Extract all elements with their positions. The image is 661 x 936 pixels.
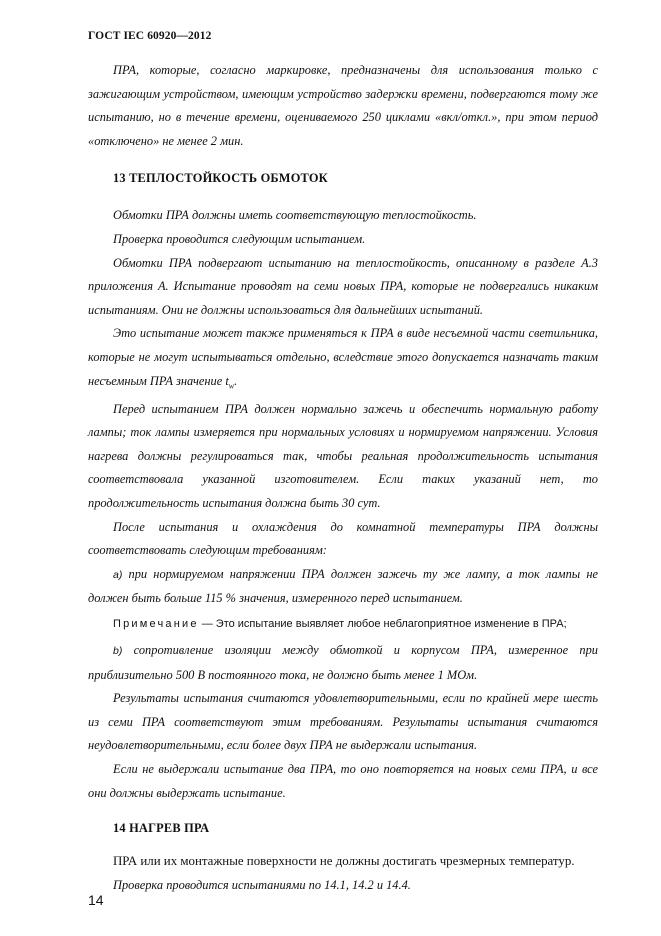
- section-13-paragraph-3: Обмотки ПРА подвергают испытанию на теплостойкость, описанному в разделе А.3 приложения А. Испытание проводят на семи новых ПРА, которые не подвергались никаким испытаниям. Они не должны использоваться для дальнейших испытаний.: [88, 255, 598, 317]
- note-dash: —: [198, 617, 216, 630]
- requirement-b-label: b): [113, 644, 123, 657]
- requirement-a-text: при нормируемом напряжении ПРА должен зажечь ту же лампу, а ток лампы не должен быть больше 115 % значения, измеренного перед испытанием.: [88, 566, 598, 606]
- section-14-paragraph-2: Проверка проводится испытаниями по 14.1, 14.2 и 14.4.: [113, 877, 411, 892]
- note-label: Примечание: [113, 617, 199, 630]
- paragraph-4-end: .: [234, 373, 238, 388]
- requirement-b-text: сопротивление изоляции между обмоткой и корпусом ПРА, измеренное при приблизительно 500 В постоянного тока, не должно быть менее 1 МОм.: [88, 642, 598, 682]
- note: [88, 613, 598, 635]
- paragraph-4-text: Это испытание может также применяться к ПРА в виде несъемной части светильника, которые не могут испытываться отдельно, вследствие этого допускается назначать таким несъемным ПРА значение t: [88, 326, 598, 388]
- intro-paragraph: ПРА, которые, согласно маркировке, предназначены для использования только с зажигающим устройством, имеющим устройство задержки времени, подвергаются тому же испытанию, но в течение времени, оцениваемого 250 циклами «вкл/откл.», при этом период «отключено» не менее 2 мин.: [88, 63, 598, 148]
- section-13-paragraph-1: Обмотки ПРА должны иметь соответствующую теплостойкость.: [113, 208, 477, 223]
- section-14-title: 14 НАГРЕВ ПРА: [113, 821, 210, 836]
- section-13-paragraph-7: Результаты испытания считаются удовлетворительными, если по крайней мере шесть из семи ПРА соответствуют этим требованиям. Результаты испытания считаются неудовлетворительными, если более двух ПРА не выдержали испытания.: [88, 691, 598, 753]
- section-13-paragraph-5: Перед испытанием ПРА должен нормально зажечь и обеспечить нормальную работу лампы; ток лампы измеряется при нормальных условиях и нормируемом напряжении. Условия нагрева должны регулироваться так, чтобы реальная продолжительность испытания соответствовала указанной изготовителем. Если таких указаний нет, то продолжительность испытания должна быть 30 сут.: [88, 401, 598, 510]
- requirement-a: [88, 563, 598, 611]
- note-text: Это испытание выявляет любое неблагоприятное изменение в ПРА;: [215, 617, 567, 630]
- requirement-b: [88, 639, 598, 687]
- section-13-paragraph-4: [88, 322, 598, 397]
- section-14-paragraph-1: ПРА или их монтажные поверхности не должны достигать чрезмерных температур.: [113, 854, 575, 869]
- section-13-title: 13 ТЕПЛОСТОЙКОСТЬ ОБМОТОК: [113, 171, 328, 186]
- section-13-paragraph-8: Если не выдержали испытание два ПРА, то оно повторяется на новых семи ПРА, и все они должны выдержать испытание.: [88, 761, 598, 800]
- document-body: [88, 59, 598, 897]
- document-header: ГОСТ IEC 60920—2012: [88, 30, 212, 42]
- tw-subscript: w: [228, 381, 235, 390]
- requirement-a-label: a): [113, 568, 123, 581]
- section-13-paragraph-2: Проверка проводится следующим испытанием.: [113, 231, 366, 246]
- page-number: 14: [88, 892, 104, 908]
- section-13-paragraph-6: После испытания и охлаждения до комнатной температуры ПРА должны соответствовать следующим требованиям:: [88, 519, 598, 558]
